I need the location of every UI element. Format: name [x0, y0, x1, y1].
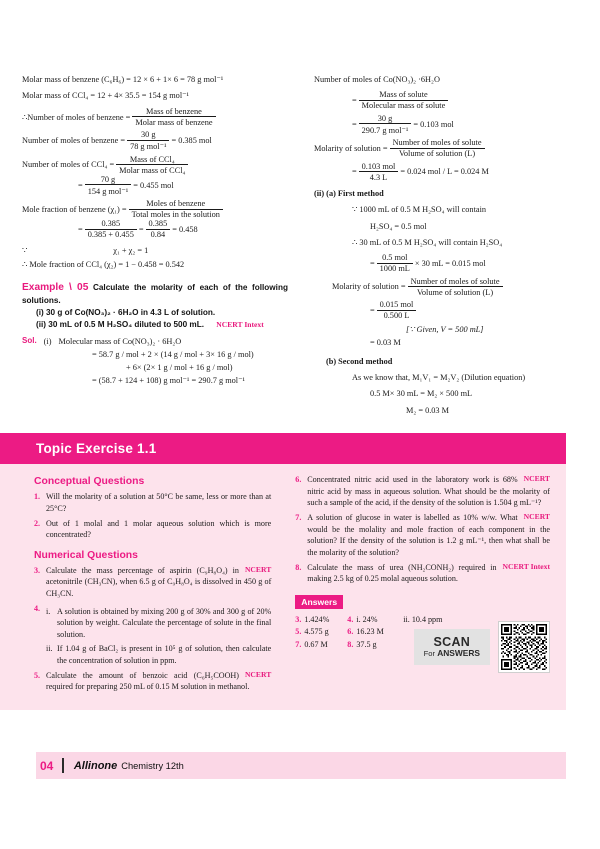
answer-value: 16.23 M	[356, 627, 384, 637]
molecular-mass-step1: = 58.7 g / mol + 2 × (14 g / mol + 3× 16 g / mol)	[92, 350, 254, 360]
moles-ccl4-calc-fraction	[85, 175, 132, 196]
solution-row	[22, 336, 288, 349]
first-method-fraction	[377, 253, 413, 273]
answer-value: 1.424%	[304, 614, 330, 624]
part-ii-first-method-head: (ii) (a) First method	[313, 188, 384, 198]
book-subject: Chemistry 12th	[121, 760, 184, 771]
worked-solution-area	[0, 0, 600, 417]
sub-text: A solution is obtained by mixing 200 g of 30% and 300 g of 20% solution by weight. Calculate the percentage of solute in the final solution.	[57, 606, 272, 639]
answer-item	[295, 626, 347, 639]
fraction-denominator: 154 g mol⁻¹	[85, 184, 132, 196]
fraction-denominator: Molar mass of CCl₄	[116, 164, 188, 175]
first-method-line-1: ∵ 1000 mL of 0.5 M H₂SO₄ will contain	[351, 205, 487, 215]
answer-value: 37.5 g	[356, 639, 377, 649]
page-number: 04	[40, 758, 54, 773]
fraction-denominator: 0.385 + 0.455	[85, 229, 137, 240]
exercise-panel	[0, 464, 566, 710]
answer-number: 4.	[347, 614, 354, 624]
question-item	[34, 518, 271, 541]
example-heading: Example \ 05	[22, 281, 89, 293]
scan-label: SCAN	[433, 635, 471, 650]
question-number: 6.	[295, 475, 302, 485]
ncert-tag: NCERT	[244, 564, 272, 574]
mole-fraction-step2	[146, 219, 171, 239]
moles-ccl4-calculation	[22, 175, 288, 196]
answer-item	[347, 639, 393, 652]
question-item	[295, 512, 550, 558]
moles-ccl4-fraction	[116, 155, 188, 175]
equals-sign-2: =	[138, 224, 144, 234]
question-text	[46, 603, 271, 666]
moles-ccl4-result: = 0.455 mol	[133, 180, 174, 190]
molarity-formula-1	[314, 138, 578, 158]
answer-number: 6.	[347, 627, 354, 637]
answer-number: 7.	[295, 639, 302, 649]
question-body-text: Calculate the mass percentage of aspirin (C₉H₈O₄) in acetonitrile (CH₃CN), when 6.5 g of C₉H₈O₄ is dissolved in 450 g of CH₃CN.	[46, 565, 272, 598]
answer-number: 3.	[295, 614, 302, 624]
question-body-text: Calculate the mass of urea (NH₂CONH₂) required in making 2.5 kg of 0.25 molal aqueous solution.	[307, 562, 497, 584]
molarity-result-2: = 0.03 M	[369, 337, 401, 347]
scan-sublabel-prefix: For	[423, 649, 438, 659]
moles-cobalt-fraction	[359, 90, 449, 110]
answers-row	[295, 614, 550, 627]
answer-item	[295, 639, 347, 652]
moles-cobalt-result: = 0.103 mol	[413, 119, 454, 129]
answers-section	[295, 592, 550, 674]
molarity-label-2: Molarity of solution =	[331, 282, 406, 292]
fraction-numerator: Number of moles of solute	[410, 276, 500, 286]
example-statement-row	[22, 281, 288, 307]
question-number: 5.	[34, 670, 41, 680]
dilution-result: M₂ = 0.03 M	[405, 405, 450, 415]
moles-benzene-formula-label: ∴Number of moles of benzene =	[22, 112, 131, 122]
chi-sum-equation: χ₁ + χ₂ = 1	[113, 245, 149, 255]
question-sub-item	[46, 606, 271, 640]
moles-cobalt-calc-fraction	[359, 114, 412, 135]
example-part-i: (i) 30 g of Co(NO₃)₂ · 6H₂O in 4.3 L of solution.	[36, 307, 216, 317]
fraction-numerator: 0.385	[148, 219, 168, 229]
mole-fraction-step1	[85, 219, 137, 239]
fraction-numerator: 0.5 mol	[382, 253, 408, 263]
molecular-mass-line: Molecular mass of Co(NO₃)₂ · 6H₂O	[58, 337, 182, 347]
molarity-calculation-2	[314, 300, 578, 320]
equals-sign: =	[369, 305, 375, 315]
moles-ccl4-formula	[22, 155, 288, 175]
dilution-substitution: 0.5 M× 30 mL = M₂ × 500 mL	[369, 389, 473, 399]
second-method-head: (b) Second method	[325, 356, 393, 366]
answers-label: Answers	[295, 595, 343, 609]
moles-benzene-calc-fraction	[127, 130, 169, 151]
ncert-tag: NCERT	[244, 669, 272, 679]
equals-sign: =	[351, 95, 357, 105]
mole-fraction-label: Mole fraction of benzene (χ₁) =	[22, 204, 127, 214]
chi-sum-row	[22, 245, 288, 255]
moles-cobalt-nitrate-head: Number of moles of Co(NO₃)₂ ·6H₂O	[313, 75, 440, 84]
molarity-fraction-2	[408, 277, 503, 297]
molarity-calculation-1	[314, 162, 578, 182]
answer-number: 8.	[347, 639, 354, 649]
fraction-denominator: 78 g mol⁻¹	[127, 140, 169, 152]
fraction-numerator: 70 g	[100, 174, 116, 184]
equals-sign: =	[78, 180, 83, 190]
exercise-column-left	[16, 474, 275, 696]
question-number: 4.	[34, 603, 41, 613]
fraction-denominator: 0.500 L	[377, 310, 417, 321]
molecular-mass-result: = (58.7 + 124 + 108) g mol⁻¹ = 290.7 g mol⁻¹	[92, 375, 245, 385]
question-number: 7.	[295, 513, 302, 523]
answer-value: ii. 10.4 ppm	[403, 614, 443, 624]
answer-item	[403, 614, 442, 627]
answer-item	[347, 626, 393, 639]
example-block	[22, 281, 288, 388]
first-method-line-3: ∴ 30 mL of 0.5 M H₂SO₄ will contain H₂SO₄	[351, 237, 503, 247]
numerical-questions-heading: Numerical Questions	[34, 549, 138, 561]
fraction-numerator: 30 g	[140, 130, 156, 140]
example-part-ii-row	[22, 319, 288, 331]
solution-label: Sol.	[22, 336, 37, 346]
question-text	[46, 670, 271, 693]
fraction-numerator: Mass of solute	[379, 90, 428, 100]
sub-text: If 1.04 g of BaCl₂ is present in 10⁵ g of solution, then calculate the concentration of solution in ppm.	[57, 644, 272, 665]
moles-benzene-result: = 0.385 mol	[171, 136, 212, 146]
moles-benzene-calculation	[22, 130, 288, 151]
moles-benzene-fraction	[132, 107, 215, 127]
fraction-denominator: Total moles in the solution	[129, 209, 223, 220]
first-method-result: × 30 mL = 0.015 mol	[414, 258, 486, 268]
question-text	[307, 474, 550, 508]
question-body-text: A solution of glucose in water is labelled as 10% w/w. What would be the molality and mole fraction of each component in the solution? If the density of the solution is 1.2 g mL⁻¹, then what shall be the molarity of the solution?	[307, 513, 550, 557]
molar-mass-benzene-line: Molar mass of benzene (C₆H₆) = 12 × 6 + 1× 6 = 78 g mol⁻¹	[22, 75, 224, 84]
equals-sign: =	[369, 258, 375, 268]
molarity-fraction	[390, 138, 485, 158]
question-number: 2.	[34, 518, 41, 528]
question-item	[295, 474, 550, 508]
solution-part-label: (i)	[43, 337, 52, 347]
fraction-numerator: 30 g	[377, 113, 393, 123]
given-volume-note: [∵ Given, V = 500 mL]	[405, 324, 484, 334]
example-source-tag: NCERT Intext	[216, 320, 264, 329]
question-body-text: Concentrated nitric acid used in the laboratory work is 68% nitric acid by mass in aqueous solution. What should be the molarity of such a sample of the acid, if the density of the solution is 1.504 g mL⁻¹?	[307, 475, 550, 508]
answer-value: 4.575 g	[304, 627, 329, 637]
fraction-denominator: Volume of solution (L)	[408, 286, 503, 297]
answer-item	[295, 614, 347, 627]
question-item	[34, 565, 271, 599]
answer-value: i. 24%	[356, 614, 378, 624]
molarity-label: Molarity of solution =	[313, 143, 388, 153]
question-item	[295, 562, 550, 585]
molecular-mass-step2: + 6× (2× 1 g / mol + 16 g / mol)	[126, 363, 233, 373]
question-text	[307, 562, 550, 585]
page-footer	[36, 752, 566, 779]
question-text: Out of 1 molal and 1 molar aqueous solution which is more concentrated?	[46, 518, 272, 540]
ncert-tag: NCERT	[523, 474, 550, 484]
moles-benzene-calc-label: Number of moles of benzene =	[22, 136, 126, 146]
answers-row	[295, 639, 550, 652]
mole-fraction-ccl4-final: ∴ Mole fraction of CCl₄ (χ₂) = 1 − 0.458 = 0.542	[22, 259, 185, 269]
fraction-numerator: Mass of CCl₄	[129, 154, 175, 164]
answer-item	[347, 614, 393, 627]
fraction-numerator: 0.015 mol	[379, 300, 414, 310]
question-sub-item	[46, 643, 271, 666]
question-number: 8.	[295, 562, 302, 572]
question-text: Will the molarity of a solution at 50°C be same, less or more than at 25°C?	[46, 492, 272, 513]
moles-cobalt-calculation	[314, 114, 578, 135]
ncert-tag: NCERT Intext	[502, 561, 550, 571]
question-item	[34, 670, 271, 693]
mole-fraction-result: = 0.458	[172, 224, 198, 234]
ncert-tag: NCERT	[523, 512, 550, 522]
molarity-calc-fraction	[359, 162, 399, 182]
first-method-line-2: H₂SO₄ = 0.5 mol	[369, 221, 427, 231]
molarity-calc-fraction-2	[377, 300, 417, 320]
question-text	[46, 565, 271, 599]
solution-column-left	[22, 74, 292, 417]
brand-logo: Allinone	[73, 759, 118, 772]
molar-mass-ccl4-line: Molar mass of CCl₄ = 12 + 4× 35.5 = 154 g mol⁻¹	[22, 91, 189, 101]
topic-exercise-banner	[0, 433, 566, 464]
topic-exercise-title: Topic Exercise 1.1	[36, 441, 157, 457]
fraction-numerator: 0.385	[101, 219, 121, 229]
sub-label: ii.	[46, 644, 53, 654]
fraction-numerator: Mass of benzene	[146, 106, 202, 116]
mole-fraction-benzene-formula	[22, 199, 288, 219]
fraction-denominator: 290.7 g mol⁻¹	[359, 123, 412, 135]
example-statement: Calculate the molarity of each of the following solutions.	[22, 282, 288, 306]
dilution-equation-line: As we know that, M₁V₁ = M₂V₂ (Dilution equation)	[351, 372, 526, 382]
mole-fraction-calculation	[22, 219, 288, 239]
example-part-ii: (ii) 30 mL of 0.5 M H₂SO₄ diluted to 500 mL.	[36, 320, 204, 329]
mole-fraction-fraction	[129, 199, 223, 219]
question-text	[307, 512, 550, 558]
question-item	[34, 491, 271, 514]
equals-sign: =	[351, 167, 357, 177]
fraction-denominator: 1000 mL	[377, 263, 413, 274]
equals-sign: =	[351, 119, 357, 129]
equals-sign: =	[78, 224, 83, 234]
question-number: 3.	[34, 565, 41, 575]
solution-column-right	[308, 74, 578, 417]
sub-label: i.	[46, 606, 51, 616]
moles-cobalt-formula	[314, 90, 578, 110]
moles-benzene-formula	[22, 107, 288, 127]
conceptual-questions-heading: Conceptual Questions	[34, 476, 145, 488]
fraction-denominator: 4.3 L	[359, 171, 399, 182]
fraction-numerator: Number of moles of solute	[392, 138, 482, 148]
question-number: 1.	[34, 492, 41, 502]
molarity-result-1: = 0.024 mol / L = 0.024 M	[400, 167, 489, 177]
question-item	[34, 603, 271, 666]
fraction-denominator: Molecular mass of solute	[359, 100, 449, 111]
because-symbol: ∵	[22, 246, 28, 256]
fraction-numerator: Moles of benzene	[146, 199, 206, 209]
moles-ccl4-formula-label: Number of moles of CCl₄ =	[22, 160, 115, 170]
molarity-formula-2	[314, 277, 578, 297]
fraction-denominator: Volume of solution (L)	[390, 148, 485, 159]
answer-value: 0.67 M	[304, 639, 328, 649]
fraction-denominator: Molar mass of benzene	[132, 116, 215, 127]
scan-sublabel-bold: ANSWERS	[437, 648, 480, 659]
fraction-numerator: 0.103 mol	[361, 161, 396, 171]
answers-row	[295, 626, 550, 639]
first-method-calculation	[314, 253, 578, 273]
fraction-denominator: 0.84	[146, 229, 171, 240]
answer-number: 5.	[295, 627, 302, 637]
question-body-text: Calculate the amount of benzoic acid (C₆H₅COOH) required for preparing 250 mL of 0.15 M solution in methanol.	[46, 670, 250, 692]
exercise-column-right	[291, 474, 550, 696]
answers-list	[295, 614, 550, 652]
